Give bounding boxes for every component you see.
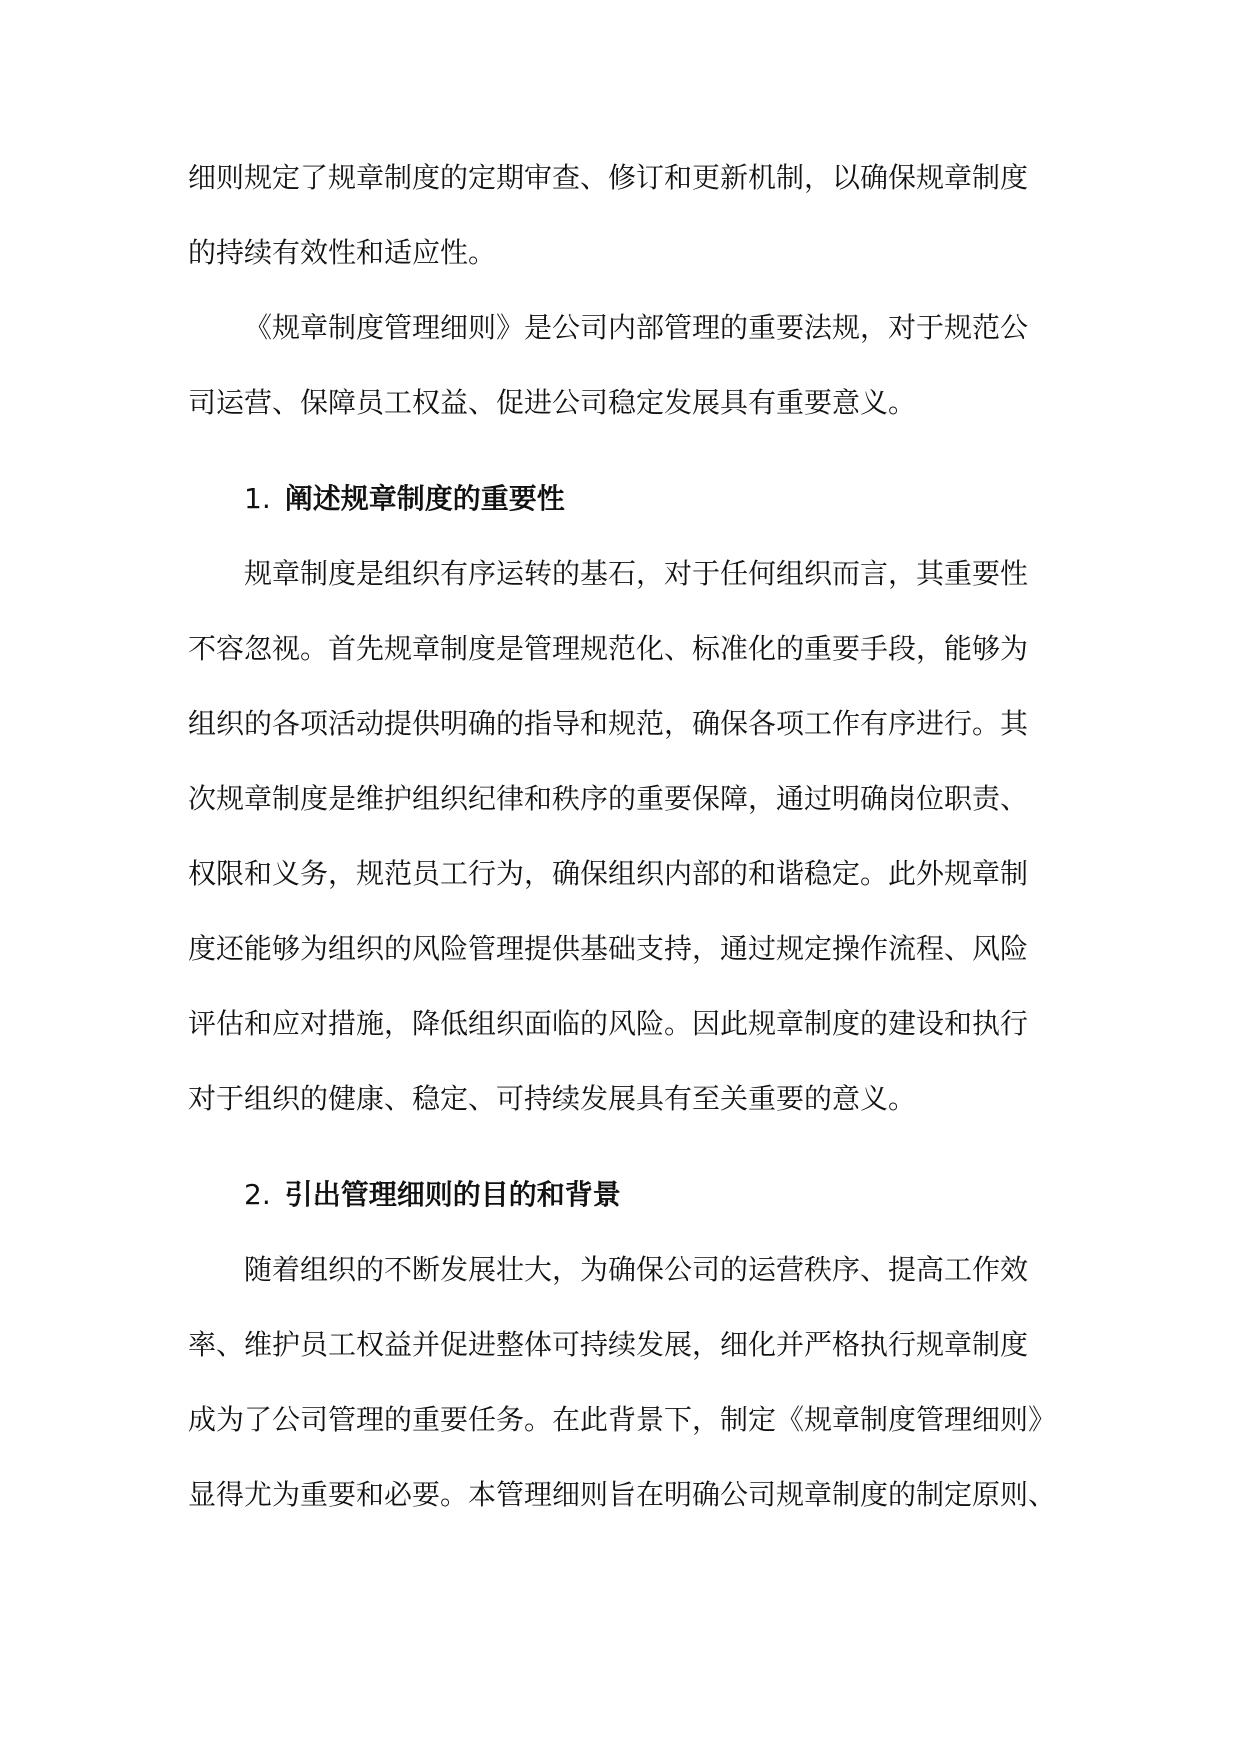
paragraph-line: 的持续有效性和适应性。 [188,236,497,269]
paragraph-line: 权限和义务，规范员工行为，确保组织内部的和谐稳定。此外规章制 [188,857,1029,890]
paragraph-line: 组织的各项活动提供明确的指导和规范，确保各项工作有序进行。其 [188,707,1029,740]
section-number: 1. [244,482,271,515]
paragraph-1 [188,140,1054,290]
section-heading-1 [188,461,1054,536]
paragraph-line: 《规章制度管理细则》是公司内部管理的重要法规，对于规范公 [244,311,1029,344]
paragraph-line: 不容忽视。首先规章制度是管理规范化、标准化的重要手段，能够为 [188,632,1029,665]
paragraph-2 [188,290,1054,440]
paragraph-line: 评估和应对措施，降低组织面临的风险。因此规章制度的建设和执行 [188,1007,1029,1040]
section-2-paragraph [188,1232,1057,1532]
paragraph-line: 次规章制度是维护组织纪律和秩序的重要保障，通过明确岗位职责、 [188,782,1029,815]
section-title: 阐述规章制度的重要性 [284,482,565,515]
paragraph-line: 随着组织的不断发展壮大，为确保公司的运营秩序、提高工作效 [244,1253,1029,1286]
section-1-paragraph [188,536,1054,1136]
section-gap [188,440,1054,461]
section-heading-2 [188,1157,1054,1232]
paragraph-line: 率、维护员工权益并促进整体可持续发展，细化并严格执行规章制度 [188,1328,1029,1361]
section-gap [188,1136,1054,1157]
section-title: 引出管理细则的目的和背景 [284,1178,621,1211]
paragraph-line: 成为了公司管理的重要任务。在此背景下，制定《规章制度管理细则》 [188,1403,1057,1436]
paragraph-line: 规章制度是组织有序运转的基石，对于任何组织而言，其重要性 [244,557,1029,590]
paragraph-line: 细则规定了规章制度的定期审查、修订和更新机制，以确保规章制度 [188,161,1029,194]
section-number: 2. [244,1178,271,1211]
paragraph-line: 司运营、保障员工权益、促进公司稳定发展具有重要意义。 [188,386,917,419]
paragraph-line: 度还能够为组织的风险管理提供基础支持，通过规定操作流程、风险 [188,932,1029,965]
paragraph-line: 显得尤为重要和必要。本管理细则旨在明确公司规章制度的制定原则、 [188,1478,1057,1511]
document-body [188,140,1057,1532]
paragraph-line: 对于组织的健康、稳定、可持续发展具有至关重要的意义。 [188,1082,917,1115]
